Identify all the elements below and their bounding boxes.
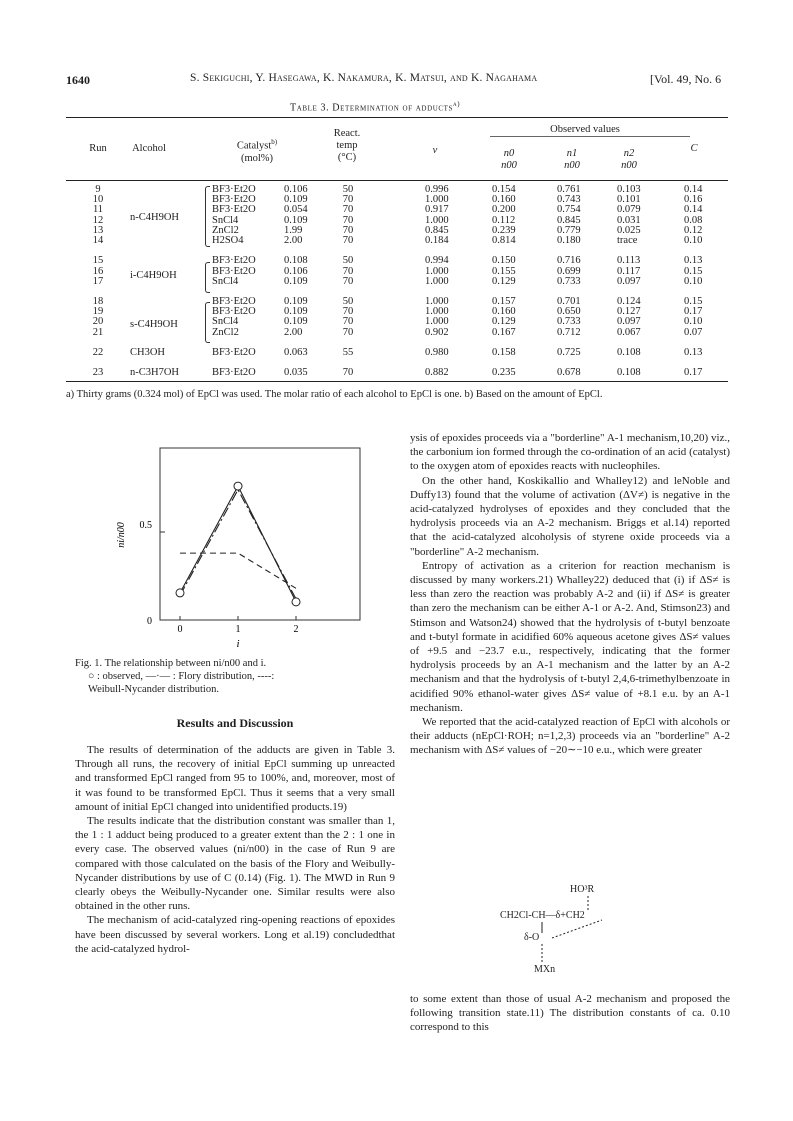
temp-cell: 50	[342, 296, 354, 308]
header-nu: ν	[432, 145, 438, 156]
temp-cell: 70	[342, 275, 354, 287]
group-3-brace	[205, 302, 210, 343]
header-n2	[614, 148, 644, 172]
n1-cell: 0.180	[557, 234, 581, 246]
observed-point	[292, 598, 300, 606]
n0-cell: 0.235	[492, 367, 516, 379]
header-catalyst-unit: (mol%)	[240, 152, 274, 164]
n2-cell: 0.127	[617, 306, 641, 318]
temp-cell: 70	[342, 326, 354, 338]
temp-column	[336, 185, 360, 379]
n2-cell: 0.108	[617, 367, 641, 379]
n1-cell: 0.712	[557, 326, 581, 338]
n1-cell: 0.779	[557, 224, 581, 236]
catalyst-cell: BF3·Et2O	[212, 367, 256, 379]
group-2-brace	[205, 262, 210, 293]
x-axis-label: i	[236, 638, 240, 650]
temp-cell: 70	[342, 306, 354, 318]
run-cell: 19	[92, 306, 104, 318]
nu-column	[425, 185, 449, 379]
c-cell: 0.17	[684, 306, 703, 318]
n1-cell: 0.650	[557, 306, 581, 318]
header-n2-num: n2	[623, 148, 635, 159]
temp-cell: 70	[342, 194, 354, 206]
section-heading: Results and Discussion	[176, 716, 294, 730]
nu-cell: 0.882	[425, 367, 449, 379]
mol-cell: 2.00	[284, 234, 303, 246]
header-n1	[557, 148, 587, 172]
n0-cell: 0.814	[492, 234, 516, 246]
n0-cell: 0.154	[492, 184, 516, 195]
header-catalyst-text: Catalyst	[236, 140, 272, 152]
n1-cell: 0.701	[557, 296, 581, 308]
header-n1-den: n00	[564, 160, 580, 171]
c-cell: 0.17	[684, 367, 703, 379]
alcohol-group-3: s-C4H9OH	[130, 319, 178, 330]
nu-cell: 1.000	[425, 306, 449, 318]
n2-cell: 0.113	[617, 255, 641, 267]
n0-cell: 0.239	[492, 224, 516, 236]
c-cell: 0.08	[684, 214, 703, 226]
n0-cell: 0.112	[492, 214, 516, 226]
n0-cell: 0.157	[492, 296, 516, 308]
mol-cell: 0.106	[284, 265, 308, 277]
nu-cell: 0.917	[425, 204, 449, 216]
run-cell: 12	[92, 214, 104, 226]
run-cell: 14	[92, 234, 104, 246]
observed-line	[180, 486, 296, 602]
n1-cell: 0.716	[557, 255, 581, 267]
x-tick-label-1: 1	[235, 624, 241, 635]
right-paragraph-1: ysis of epoxides proceeds via a "borderline" A-1 mechanism,10,20) viz., the carbonium ion formed through the co-ordination of an acid (catalyst) to the oxygen atom of epoxides reacts with nucleophiles.	[410, 432, 730, 473]
right-paragraph-3: Entropy of activation as a criterion for reaction mechanism is discussed by many workers.21) Whalley22) deduced that (i) if ΔS≠ is less than zero the reaction was probably A-2 and (ii) if ΔS≠ is greater than zero the mechanism can be either A-1 or A-2. And, Stimson23) and Stimson and Watson24) showed that the hydrolysis of t-butyl benzoate and t-butyl formate in acidified 60% aqueous acetone gives ΔS≠ values of +9.5 and −23.7 e.u., respectively, indicating that the former hydrolysis proceeds by an A-1 mechanism and the latter by an A-2 mechanism and that the hydrolysis of t-butyl 2,4,6-trimethylbenzoate in acidified 90% ethanol-water gives ΔS≠ value of +8.1 e.u. by an A-1 mechanism.	[410, 559, 730, 714]
catalyst-cell: BF3·Et2O	[212, 255, 256, 267]
nu-cell: 0.902	[425, 326, 449, 338]
c-cell: 0.07	[684, 326, 703, 338]
y-tick-label-0: 0	[147, 616, 152, 627]
left-paragraph-3: The mechanism of acid-catalyzed ring-opening reactions of epoxides have been discussed by several workers. Long et al.19) concludedthat the acid-catalyzed hydrol-	[75, 914, 395, 955]
run-cell: 10	[92, 194, 104, 206]
x-tick-label-2: 2	[293, 624, 299, 635]
mol-cell: 1.99	[284, 224, 303, 236]
table-top-rule	[66, 117, 728, 118]
header-catalyst	[222, 136, 292, 165]
table-bottom-rule	[66, 381, 728, 382]
c-cell: 0.13	[684, 255, 703, 267]
header-alcohol: Alcohol	[132, 143, 166, 154]
alcohol-run22: CH3OH	[130, 347, 166, 358]
catalyst-cell: BF3·Et2O	[212, 306, 256, 318]
catalyst-cell: SnCl4	[212, 275, 239, 287]
temp-cell: 55	[342, 347, 354, 358]
mol-cell: 0.108	[284, 255, 308, 267]
c-cell: 0.14	[684, 184, 703, 195]
table-header-rule	[66, 180, 728, 181]
run-cell: 21	[92, 326, 104, 338]
n2-cell: 0.101	[617, 194, 641, 206]
header-react-temp	[325, 128, 369, 164]
nu-cell: 1.000	[425, 316, 449, 328]
mol-cell: 0.109	[284, 306, 308, 318]
run-cell: 15	[92, 255, 104, 267]
chart-layer	[160, 482, 300, 620]
temp-cell: 70	[342, 204, 354, 216]
temp-cell: 50	[342, 255, 354, 267]
bond-oc	[552, 920, 602, 938]
catalyst-cell: ZnCl2	[212, 224, 239, 236]
table-caption-text: Table 3. Determination of adducts	[290, 102, 454, 114]
n0-cell: 0.200	[492, 204, 516, 216]
n0-cell: 0.129	[492, 316, 516, 328]
structure-bottom: MXn	[534, 964, 556, 975]
header-n1-num: n1	[566, 148, 578, 159]
n1-cell: 0.754	[557, 204, 581, 216]
structure-bonds	[500, 884, 650, 989]
mol-cell: 0.109	[284, 275, 308, 287]
temp-cell: 70	[342, 214, 354, 226]
catalyst-cell: ZnCl2	[212, 326, 239, 338]
observed-rule	[490, 136, 690, 137]
n1-cell: 0.761	[557, 184, 581, 195]
catalyst-cell: BF3·Et2O	[212, 184, 256, 195]
figure-caption-line2: ○ : observed, —·— : Flory distribution, ----:	[88, 671, 275, 682]
n2-cell: 0.117	[617, 265, 641, 277]
nu-cell: 0.184	[425, 234, 449, 246]
temp-cell: 50	[342, 184, 354, 195]
nu-cell: 1.000	[425, 275, 449, 287]
mol-column	[284, 185, 308, 379]
header-react-temp-2: temp	[336, 140, 358, 151]
header-n0-den: n00	[501, 160, 517, 171]
catalyst-cell: BF3·Et2O	[212, 347, 256, 358]
mol-cell: 0.109	[284, 316, 308, 328]
n2-cell: 0.031	[617, 214, 641, 226]
n2-cell: 0.025	[617, 224, 641, 236]
n0-cell: 0.160	[492, 306, 516, 318]
run-cell: 20	[92, 316, 104, 328]
run-cell: 18	[92, 296, 104, 308]
nu-cell: 1.000	[425, 194, 449, 206]
c-cell: 0.10	[684, 275, 703, 287]
alcohol-run23: n-C3H7OH	[130, 367, 179, 378]
n2-cell: 0.097	[617, 275, 641, 287]
nu-cell: 0.845	[425, 224, 449, 236]
temp-cell: 70	[342, 224, 354, 236]
n1-cell: 0.743	[557, 194, 581, 206]
header-n2-den: n00	[621, 160, 637, 171]
header-n0	[494, 148, 524, 172]
n2-cell: 0.108	[617, 347, 641, 358]
c-cell: 0.16	[684, 194, 703, 206]
table-caption	[290, 100, 460, 113]
n1-cell: 0.733	[557, 275, 581, 287]
n0-cell: 0.160	[492, 194, 516, 206]
x-tick-label-0: 0	[177, 624, 183, 635]
c-cell: 0.15	[684, 296, 703, 308]
figure-caption-line1: Fig. 1. The relationship between ni/n00 and i.	[75, 658, 267, 669]
observed-point	[234, 482, 242, 490]
mol-cell: 2.00	[284, 326, 303, 338]
c-cell: 0.14	[684, 204, 703, 216]
run-cell: 11	[92, 204, 104, 216]
header-observed: Observed values	[550, 124, 620, 135]
mol-cell: 0.035	[284, 367, 308, 379]
n0-cell: 0.150	[492, 255, 516, 267]
header-run: Run	[89, 143, 107, 154]
run-cell: 13	[92, 224, 104, 236]
figure-caption-line3: Weibull-Nycander distribution.	[88, 684, 219, 695]
c-cell: 0.15	[684, 265, 703, 277]
n2-cell: trace	[617, 234, 638, 246]
nu-cell: 0.996	[425, 184, 449, 195]
catalyst-column	[212, 185, 256, 379]
catalyst-cell: BF3·Et2O	[212, 265, 256, 277]
flory-line	[180, 490, 296, 599]
right-column	[410, 431, 730, 758]
structure-middle: δ-O	[524, 932, 540, 943]
plot-frame	[160, 448, 360, 620]
run-cell: 22	[92, 347, 104, 358]
y-axis-label: ni/n00	[116, 522, 127, 548]
n2-column	[617, 185, 641, 379]
catalyst-cell: BF3·Et2O	[212, 296, 256, 308]
nu-cell: 1.000	[425, 214, 449, 226]
n2-cell: 0.124	[617, 296, 641, 308]
table-footnote: a) Thirty grams (0.324 mol) of EpCl was used. The molar ratio of each alcohol to EpCl is one. b) Based on the amount of EpCl.	[66, 389, 603, 400]
n0-cell: 0.155	[492, 265, 516, 277]
nu-cell: 1.000	[425, 296, 449, 308]
c-column	[684, 185, 702, 379]
left-paragraph-1: The results of determination of the adducts are given in Table 3. Through all runs, the recovery of initial EpCl summing up unreacted and transformed EpCl ranged from 95 to 100%, and, moreover, most of it was found to be transformed EpCl. Thus it seems that a very small amount of initial EpCl changed into unidentified products.19)	[75, 744, 395, 813]
n1-cell: 0.725	[557, 347, 581, 358]
header-catalyst-sup: b)	[271, 138, 278, 146]
mol-cell: 0.109	[284, 296, 308, 308]
catalyst-cell: SnCl4	[212, 214, 239, 226]
right-paragraph-4: We reported that the acid-catalyzed reaction of EpCl with alcohols or their adducts (nEpCl·ROH; n=1,2,3) proceeds via an "borderline" A-2 mechanism with ΔS≠ values of −20∼−10 e.u., which were greater	[410, 716, 730, 757]
c-cell: 0.12	[684, 224, 703, 236]
n0-cell: 0.129	[492, 275, 516, 287]
temp-cell: 70	[342, 234, 354, 246]
n1-cell: 0.699	[557, 265, 581, 277]
n2-cell: 0.097	[617, 316, 641, 328]
transition-state-structure	[500, 884, 650, 989]
right-paragraph-2: On the other hand, Koskikallio and Whalley12) and leNoble and Duffy13) found that the volume of activation (ΔV≠) is negative in the acid-catalyzed hydrolyses of epoxides and they concluded that the hydrolysis proceeds via an A-2 mechanism. Briggs et al.14) reported that the acid-catalyzed alcoholysis of styrene oxide proceeds via a "borderline" A-2 mechanism.	[410, 474, 730, 558]
run-cell: 23	[92, 367, 104, 379]
c-cell: 0.13	[684, 347, 703, 358]
mol-cell: 0.109	[284, 194, 308, 206]
y-tick-label-0-5: 0.5	[139, 520, 152, 531]
c-cell: 0.10	[684, 234, 703, 246]
n1-cell: 0.733	[557, 316, 581, 328]
header-react-temp-1: React.	[333, 128, 361, 139]
nu-cell: 0.994	[425, 255, 449, 267]
mol-cell: 0.054	[284, 204, 308, 216]
run-cell: 9	[95, 184, 101, 195]
table-caption-sup: a)	[453, 100, 461, 108]
n1-cell: 0.845	[557, 214, 581, 226]
mol-cell: 0.063	[284, 347, 308, 358]
weibull-nycander-line	[180, 553, 296, 588]
run-cell: 17	[92, 275, 104, 287]
right-after-paragraph: to some extent than those of usual A-2 mechanism and proposed the following transition state.11) The distribution constants of ca. 0.10 correspond to this	[410, 993, 730, 1034]
n0-cell: 0.158	[492, 347, 516, 358]
alcohol-group-2: i-C4H9OH	[130, 270, 177, 281]
header-n0-num: n0	[503, 148, 515, 159]
n1-cell: 0.678	[557, 367, 581, 379]
nu-cell: 1.000	[425, 265, 449, 277]
group-1-brace	[205, 186, 210, 247]
left-column	[75, 743, 395, 956]
n0-cell: 0.167	[492, 326, 516, 338]
n1-column	[557, 185, 581, 379]
n2-cell: 0.103	[617, 184, 641, 195]
run-cell: 16	[92, 265, 104, 277]
running-head: S. Sekiguchi, Y. Hasegawa, K. Nakamura, K. Matsui, and K. Nagahama	[190, 72, 538, 84]
observed-point	[176, 589, 184, 597]
runs-column	[84, 185, 112, 379]
structure-main: CH2Cl-CH—δ+CH2	[500, 910, 585, 921]
figure-1-chart	[100, 440, 390, 650]
n2-cell: 0.079	[617, 204, 641, 216]
mol-cell: 0.109	[284, 214, 308, 226]
catalyst-cell: BF3·Et2O	[212, 194, 256, 206]
catalyst-cell: SnCl4	[212, 316, 239, 328]
temp-cell: 70	[342, 316, 354, 328]
temp-cell: 70	[342, 265, 354, 277]
n0-column	[492, 185, 516, 379]
c-cell: 0.10	[684, 316, 703, 328]
left-paragraph-2: The results indicate that the distribution constant was smaller than 1, the 1 : 1 adduct being produced to a greater extent than the 2 : 1 one in every case. The observed values (ni/n00) in the case of Run 9 are compared with those calculated on the basis of the Flory and Weibully-Nycander distributions by use of C (0.14) (Fig. 1). The MWD in Run 9 clearly obeys the Weibully-Nycander one. Similar results were also obtained in the other runs.	[75, 815, 395, 913]
n2-cell: 0.067	[617, 326, 641, 338]
header-react-temp-3: (°C)	[337, 152, 357, 163]
structure-top: HO³R	[570, 884, 595, 895]
volume-label: [Vol. 49, No. 6	[650, 72, 722, 86]
page-number: 1640	[66, 73, 90, 87]
alcohol-group-1: n-C4H9OH	[130, 212, 179, 223]
nu-cell: 0.980	[425, 347, 449, 358]
catalyst-cell: BF3·Et2O	[212, 204, 256, 216]
header-c: C	[690, 143, 698, 154]
catalyst-cell: H2SO4	[212, 234, 244, 246]
mol-cell: 0.106	[284, 184, 308, 195]
temp-cell: 70	[342, 367, 354, 379]
